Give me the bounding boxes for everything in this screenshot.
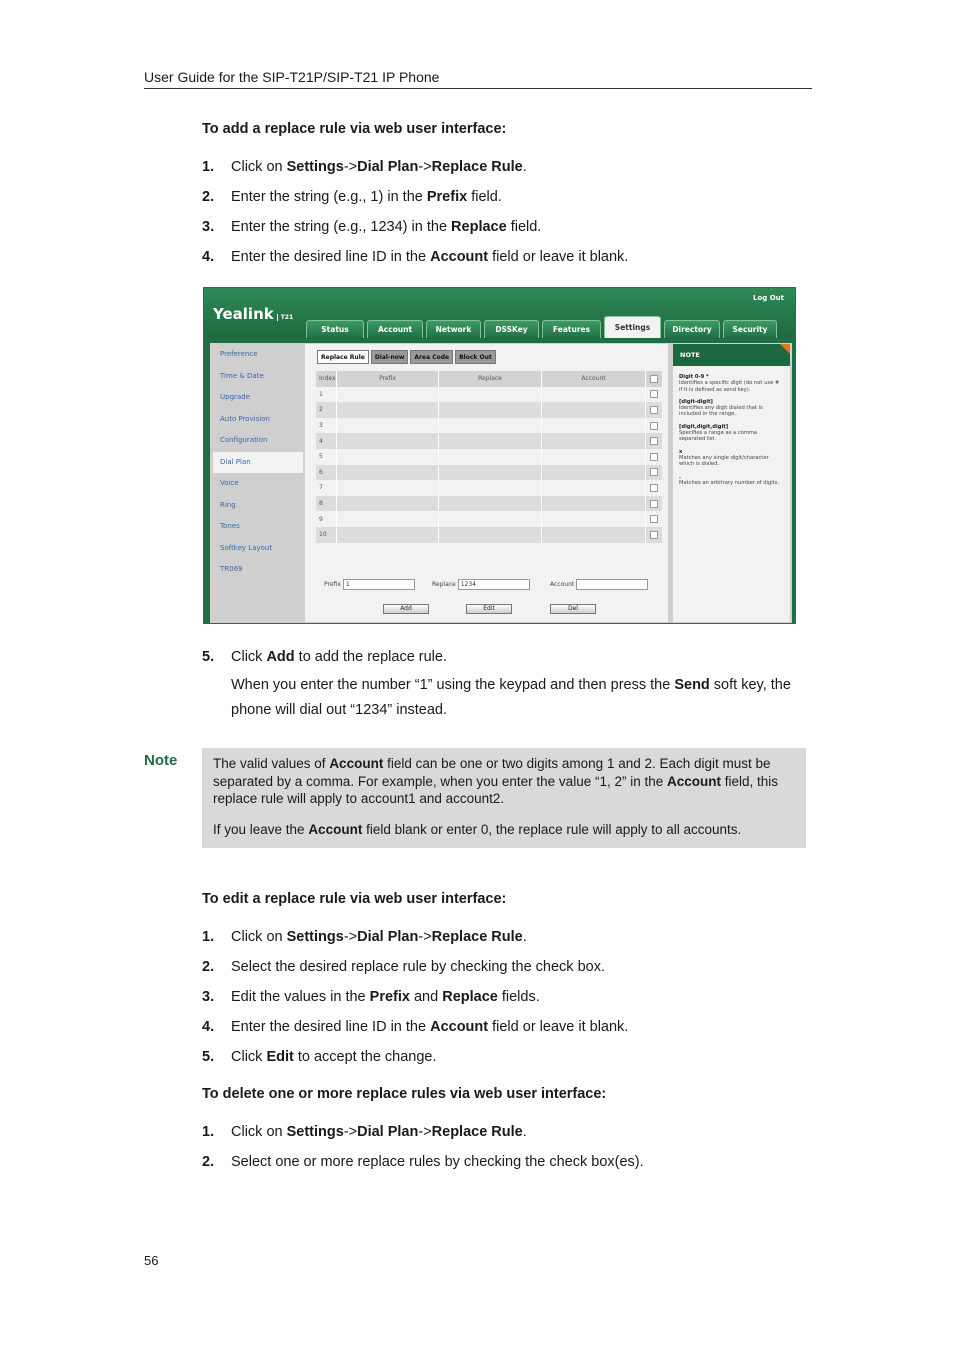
step-text: field. [467, 189, 502, 205]
top-bar [204, 288, 795, 338]
sidebar-item-configuration[interactable]: Configuration [220, 436, 268, 444]
table-cell [542, 402, 646, 418]
table-row [316, 496, 662, 512]
step-ui-term: Account [430, 249, 489, 265]
step-number: 4. [202, 1019, 215, 1035]
edit-button[interactable]: Edit [466, 604, 512, 614]
step-text: Click on [231, 929, 287, 945]
table-cell [439, 433, 542, 449]
step-ui-term: Replace [451, 219, 507, 235]
step-item [202, 188, 628, 218]
row-checkbox[interactable] [650, 390, 658, 398]
note-item-title: x [679, 448, 683, 455]
note-item [679, 424, 784, 443]
step-item [202, 218, 628, 248]
table-cell [337, 418, 439, 434]
table-cell [337, 449, 439, 465]
step-number: 2. [202, 959, 215, 975]
step-ui-term: Add [266, 649, 295, 665]
table-row [316, 480, 662, 496]
column-header: Index [316, 371, 337, 387]
table-cell [439, 387, 542, 403]
table-row [316, 402, 662, 418]
tab-directory[interactable]: Directory [664, 320, 720, 338]
step-ui-term: Dial Plan [357, 929, 419, 945]
table-row [316, 465, 662, 481]
sidebar-item-time-date[interactable]: Time & Date [220, 371, 264, 380]
step-text: Select the desired replace rule by checking the check box. [231, 959, 605, 975]
step-number: 4. [202, 249, 215, 265]
step-item [202, 1153, 644, 1183]
table-cell [542, 480, 646, 496]
subtab-dial-now[interactable]: Dial-now [371, 350, 409, 364]
table-cell [439, 465, 542, 481]
step-text: Select one or more replace rules by checking the check box(es). [231, 1154, 644, 1170]
step-ui-term: Settings [286, 1124, 344, 1140]
row-checkbox[interactable] [650, 500, 658, 508]
step-text: field or leave it blank. [488, 249, 629, 265]
note-item-desc: Identifies a specific digit (do not use # if it is defined as send key). [679, 380, 780, 393]
sidebar-item-ring[interactable]: Ring [220, 500, 236, 509]
table-row [316, 511, 662, 527]
del-button[interactable]: Del [550, 604, 596, 614]
table-cell [337, 480, 439, 496]
step-text: -> [418, 929, 432, 945]
step-item [202, 958, 628, 988]
row-index: 3 [316, 418, 337, 434]
prefix-field: Prefix 1 [324, 579, 415, 590]
subtab-block-out[interactable]: Block Out [455, 350, 496, 364]
sidebar-item-upgrade[interactable]: Upgrade [220, 393, 250, 401]
corner-fold-icon [780, 344, 790, 354]
step-text: -> [343, 159, 358, 175]
step-ui-term: Replace [442, 989, 498, 1005]
select-all-checkbox[interactable] [650, 375, 658, 383]
note-paragraph-1: The valid values of Account field can be one or two digits among 1 and 2. Each digit must be separated by a comma. For example, when you enter the value “1, 2” in the Account field, this replace rule will apply to account1 and account2. [213, 756, 779, 806]
row-checkbox[interactable] [650, 422, 658, 430]
table-cell [542, 433, 646, 449]
sidebar-item-tones[interactable]: Tones [220, 522, 240, 530]
step-text: Click [231, 649, 267, 665]
table-cell [337, 465, 439, 481]
main-tabs [306, 320, 780, 338]
account-field: Account [550, 579, 648, 590]
table-cell [337, 527, 439, 543]
step-ui-term: Settings [286, 159, 344, 175]
step-item [202, 1123, 644, 1153]
table-row [316, 387, 662, 403]
note-item-desc: Identifies any digit dialed that is included in the range. [679, 405, 763, 418]
sidebar-item-auto-provision[interactable]: Auto Provision [220, 414, 270, 423]
row-checkbox[interactable] [650, 406, 658, 414]
step-ui-term: Replace Rule [431, 929, 523, 945]
account-input[interactable] [576, 579, 648, 590]
note-paragraph-2: If you leave the Account field blank or enter 0, the replace rule will apply to all accounts. [213, 821, 742, 837]
table-row [316, 418, 662, 434]
replace-rule-content [305, 344, 668, 622]
tab-features[interactable]: Features [542, 320, 601, 338]
tab-settings[interactable]: Settings [604, 316, 661, 338]
send-explanation: When you enter the number “1” using the keypad and then press the Send soft key, the phone will dial out “1234” instead. [231, 677, 791, 718]
table-header-row [316, 371, 662, 387]
add-steps-list [202, 158, 628, 278]
step-text: Click on [231, 159, 287, 175]
step-text: -> [343, 929, 358, 945]
step-ui-term: Account [430, 1019, 489, 1035]
step-text: fields. [497, 989, 540, 1005]
note-pane-body [673, 366, 790, 500]
note-item-title: . [679, 473, 681, 480]
column-header: Account [542, 371, 646, 387]
step-ui-term: Prefix [426, 189, 468, 205]
row-checkbox[interactable] [650, 453, 658, 461]
step-item [202, 248, 628, 278]
row-checkbox-cell [646, 387, 662, 403]
note-label: Note [144, 752, 178, 769]
row-index: 10 [316, 527, 337, 543]
table-cell [542, 449, 646, 465]
table-row [316, 449, 662, 465]
step-text: -> [343, 1124, 358, 1140]
row-checkbox[interactable] [650, 484, 658, 492]
logout-link[interactable]: Log Out [753, 294, 784, 302]
step-number: 5. [202, 649, 215, 665]
subtab-replace-rule[interactable]: Replace Rule [317, 350, 369, 364]
tab-network[interactable]: Network [426, 320, 481, 338]
table-cell [542, 418, 646, 434]
sidebar-item-softkey-layout[interactable]: Softkey Layout [220, 543, 273, 552]
step-text: . [522, 929, 527, 945]
row-checkbox-cell [646, 449, 662, 465]
note-item [679, 449, 784, 468]
step-text: . [522, 1124, 527, 1140]
step-item [202, 1018, 628, 1048]
step-number: 3. [202, 989, 215, 1005]
row-checkbox-cell [646, 465, 662, 481]
table-cell [337, 387, 439, 403]
step-ui-term: Edit [266, 1049, 294, 1065]
step-number: 1. [202, 159, 215, 175]
add-button[interactable]: Add [383, 604, 429, 614]
row-index: 4 [316, 433, 337, 449]
row-index: 6 [316, 465, 337, 481]
table-cell [542, 511, 646, 527]
table-cell [439, 511, 542, 527]
step-number: 3. [202, 219, 215, 235]
note-item-desc: Specifies a range as a comma separated list. [679, 430, 758, 443]
note-item [679, 399, 784, 418]
row-checkbox-cell [646, 480, 662, 496]
column-header: Replace [439, 371, 542, 387]
replace-input[interactable]: 1234 [458, 579, 530, 590]
row-checkbox-cell [646, 511, 662, 527]
step-ui-term: Settings [286, 929, 344, 945]
row-checkbox-cell [646, 418, 662, 434]
tab-dsskey[interactable]: DSSKey [484, 320, 539, 338]
subtab-area-code[interactable]: Area Code [410, 350, 453, 364]
row-checkbox-cell [646, 433, 662, 449]
row-checkbox[interactable] [650, 437, 658, 445]
table-cell [542, 387, 646, 403]
step-text: Enter the string (e.g., 1) in the [231, 189, 427, 205]
row-index: 1 [316, 387, 337, 403]
table-cell [439, 496, 542, 512]
note-item [679, 374, 784, 393]
page-number: 56 [144, 1253, 159, 1268]
step-text: field. [506, 219, 542, 235]
step-text: . [522, 159, 527, 175]
tab-account[interactable]: Account [367, 320, 423, 338]
step-number: 2. [202, 1154, 215, 1170]
step-text: to add the replace rule. [294, 649, 447, 665]
step-text: Enter the desired line ID in the [231, 249, 431, 265]
note-pane [673, 344, 790, 622]
step-text: -> [418, 159, 432, 175]
table-cell [439, 527, 542, 543]
delete-steps-list [202, 1123, 644, 1183]
step-number: 2. [202, 189, 215, 205]
step-number: 1. [202, 929, 215, 945]
step-item [202, 928, 628, 958]
step-text: Edit the values in the [231, 989, 370, 1005]
row-checkbox[interactable] [650, 468, 658, 476]
row-index: 5 [316, 449, 337, 465]
table-cell [439, 418, 542, 434]
add-section-title: To add a replace rule via web user interface: [202, 121, 507, 137]
sidebar-item-voice[interactable]: Voice [220, 479, 239, 487]
replace-rule-table [316, 371, 662, 543]
row-index: 2 [316, 402, 337, 418]
note-item-desc: Matches an arbitrary number of digits. [679, 479, 780, 486]
sidebar-item-preference[interactable]: Preference [220, 350, 258, 358]
table-row [316, 527, 662, 543]
row-checkbox-cell [646, 496, 662, 512]
table-cell [542, 496, 646, 512]
step-ui-term: Dial Plan [357, 1124, 419, 1140]
step-text: Click on [231, 1124, 287, 1140]
prefix-input[interactable]: 1 [343, 579, 415, 590]
step-text: Enter the desired line ID in the [231, 1019, 431, 1035]
row-checkbox[interactable] [650, 531, 658, 539]
step-item [202, 158, 628, 188]
note-item-title: [digit,digit,digit] [679, 423, 729, 430]
step-item [202, 988, 628, 1018]
sidebar-item-dial-plan[interactable]: Dial Plan [213, 452, 303, 474]
tab-status[interactable]: Status [306, 320, 364, 338]
web-ui-screenshot [203, 287, 796, 624]
tab-security[interactable]: Security [723, 320, 777, 338]
table-cell [439, 449, 542, 465]
note-item-title: Digit 0-9 * [679, 374, 709, 380]
step-number: 1. [202, 1124, 215, 1140]
table-cell [337, 511, 439, 527]
row-index: 9 [316, 511, 337, 527]
step-ui-term: Prefix [369, 989, 410, 1005]
select-all-cell [646, 371, 662, 387]
table-cell [542, 527, 646, 543]
step-text: Enter the string (e.g., 1234) in the [231, 219, 452, 235]
replace-field: Replace 1234 [432, 579, 530, 590]
step-ui-term: Replace Rule [431, 159, 523, 175]
step-ui-term: Dial Plan [357, 159, 419, 175]
dialplan-subtabs [317, 350, 498, 364]
step-text: field or leave it blank. [488, 1019, 629, 1035]
table-cell [337, 496, 439, 512]
step-number: 5. [202, 1049, 215, 1065]
note-item-title: [digit-digit] [679, 398, 713, 405]
row-index: 8 [316, 496, 337, 512]
note-pane-header: NOTE [673, 344, 790, 366]
step-item [202, 1048, 628, 1078]
step-text: to accept the change. [293, 1049, 437, 1065]
sidebar-item-tr069[interactable]: TR069 [220, 565, 243, 573]
step-text: Click [231, 1049, 267, 1065]
step-text: and [409, 989, 443, 1005]
note-item [679, 474, 784, 487]
table-cell [439, 402, 542, 418]
page-header: User Guide for the SIP-T21P/SIP-T21 IP Phone [144, 69, 812, 89]
yealink-logo: Yealink T21 [213, 305, 294, 323]
table-cell [337, 433, 439, 449]
step-ui-term: Replace Rule [431, 1124, 523, 1140]
table-cell [337, 402, 439, 418]
note-box [202, 748, 806, 848]
table-row [316, 433, 662, 449]
column-header: Prefix [337, 371, 439, 387]
row-checkbox-cell [646, 527, 662, 543]
table-cell [439, 480, 542, 496]
row-checkbox-cell [646, 402, 662, 418]
settings-sidebar [213, 344, 303, 581]
row-index: 7 [316, 480, 337, 496]
note-item-desc: Matches any single digit/character which is dialed. [679, 454, 769, 468]
edit-steps-list [202, 928, 628, 1078]
table-cell [542, 465, 646, 481]
row-checkbox[interactable] [650, 515, 658, 523]
delete-section-title: To delete one or more replace rules via web user interface: [202, 1086, 607, 1102]
step-text: -> [418, 1124, 432, 1140]
edit-section-title: To edit a replace rule via web user interface: [202, 891, 507, 907]
